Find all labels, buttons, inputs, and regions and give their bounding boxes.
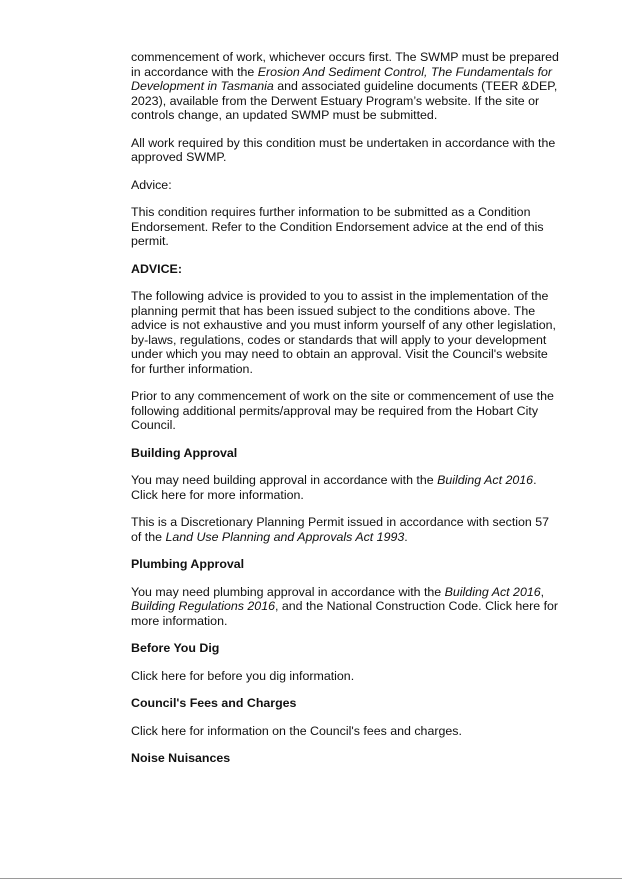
lupa-act-title: Land Use Planning and Approvals Act 1993: [165, 529, 405, 544]
plumbing-approval-heading: Plumbing Approval: [131, 557, 245, 571]
before-you-dig-paragraph: Click here for before you dig information.: [131, 668, 355, 683]
fees-charges-paragraph: Click here for information on the Council's fees and charges.: [131, 723, 462, 738]
advice-heading: ADVICE:: [131, 261, 182, 276]
discretionary-permit-paragraph: [131, 515, 561, 544]
swmp-paragraph: [131, 50, 561, 123]
plumbing-approval-paragraph: [131, 585, 561, 629]
advice-intro-paragraph: The following advice is provided to you to assist in the implementation of the planning permit that has been issued subject to the conditions above. The advice is not exhaustive and you must inform yourself of any other legislation, by-laws, regulations, codes or standards that will apply to your development under which you may need to obtain an approval. Visit the Council's website for further information.: [131, 289, 556, 376]
plumbing-building-act-title: Building Act 2016: [444, 584, 541, 599]
plumbing-text-sep: ,: [540, 584, 545, 599]
swmp-compliance-paragraph: All work required by this condition must be undertaken in accordance with the approved SWMP.: [131, 135, 556, 164]
building-text-b: . Click here for more information.: [131, 473, 537, 502]
building-act-title: Building Act 2016: [437, 473, 534, 487]
building-regulations-title: Building Regulations 2016: [131, 599, 275, 613]
plumbing-text-a: You may need plumbing approval in accordance with the: [131, 584, 445, 599]
page-bottom-divider: [0, 878, 622, 879]
building-approval-paragraph: [131, 473, 561, 502]
before-you-dig-heading: Before You Dig: [131, 641, 220, 655]
discretionary-text-a: This is a Discretionary Planning Permit issued in accordance with section 57 of the: [131, 515, 550, 544]
noise-nuisances-heading: Noise Nuisances: [131, 751, 231, 765]
condition-endorsement-paragraph: This condition requires further information to be submitted as a Condition Endorsement. Refer to the Condition Endorsement advice at the end of this permit.: [131, 205, 544, 248]
swmp-guideline-title: Erosion And Sediment Control, The Fundamentals for Development in Tasmania: [131, 64, 553, 93]
building-text-a: You may need building approval in accordance with the: [131, 473, 438, 487]
swmp-text-b: and associated guideline documents (TEER &DEP, 2023), available from the Derwent Estuary Program’s website. If the site or controls change, an updated SWMP must be submitted.: [131, 79, 558, 122]
advice-label: Advice:: [131, 177, 172, 192]
fees-charges-heading: Council's Fees and Charges: [131, 696, 297, 710]
swmp-text-a: commencement of work, whichever occurs first. The SWMP must be prepared in accordance with the: [131, 50, 559, 79]
discretionary-text-b: .: [404, 529, 408, 544]
document-page: [131, 50, 561, 766]
plumbing-text-b: , and the National Construction Code. Click here for more information.: [131, 599, 559, 628]
building-approval-heading: Building Approval: [131, 445, 238, 460]
additional-permits-paragraph: Prior to any commencement of work on the site or commencement of use the following additional permits/approval may be required from the Hobart City Council.: [131, 389, 554, 432]
